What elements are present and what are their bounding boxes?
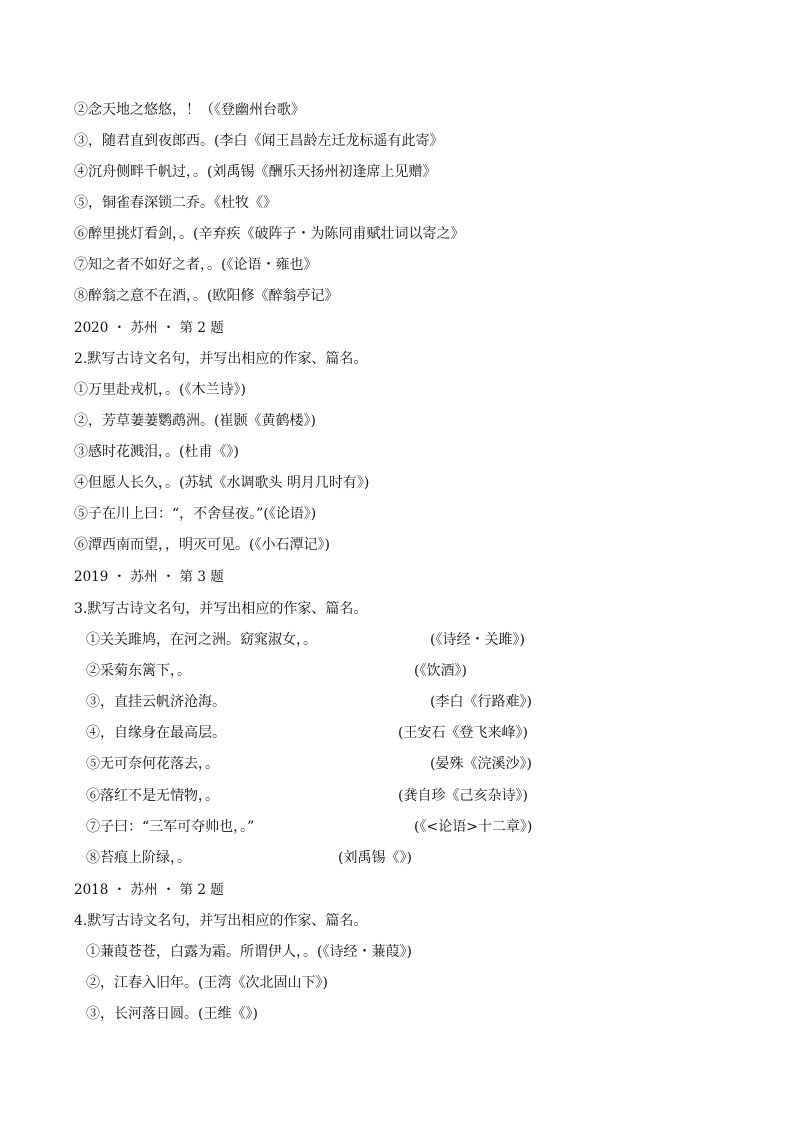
- list-item: [74, 287, 338, 305]
- list-item: [86, 1005, 258, 1023]
- list-item: [86, 693, 226, 711]
- item-text: ④沉舟侧畔千帆过，: [74, 164, 193, 180]
- item-text: 《饮酒》): [419, 663, 467, 679]
- list-item: [74, 443, 239, 461]
- item-text: ⑤子在川上曰：“: [74, 506, 180, 522]
- list-item: [86, 787, 219, 805]
- item-text: ⑥落红不是无情物，: [86, 788, 205, 804]
- list-item: [74, 101, 305, 119]
- list-item: [74, 381, 246, 399]
- section-heading: 2020 ・ 苏州 ・ 第 2 题: [74, 320, 224, 336]
- item-text: ④: [86, 725, 100, 741]
- list-item: [74, 194, 277, 212]
- item-text: ，随君直到夜郎西。(李白《闻王昌龄左迁龙标遥有此寄》: [88, 133, 444, 149]
- item-text: 。: [303, 632, 317, 648]
- item-text: 。(刘禹锡《酬乐天扬州初逢席上见赠》: [193, 164, 437, 180]
- source-label: [338, 849, 412, 867]
- item-text: 《小石潭记》): [254, 537, 330, 553]
- list-item: [74, 536, 330, 554]
- item-text: ，明灭可见。(: [165, 537, 255, 553]
- question-title: 3.默写古诗文名句，并写出相应的作家、篇名。: [74, 601, 368, 617]
- item-text: ，芳草萋萋鹦鹉洲。(崔颢《黄鹤楼》): [88, 413, 316, 429]
- source-label: (《诗经・关雎》): [430, 632, 525, 648]
- item-text: 》): [245, 1006, 258, 1022]
- item-text: 。(欧阳修《醉翁亭记》: [193, 288, 339, 304]
- item-text: ①蒹葭苍苍，白露为霜。所谓伊人，: [86, 944, 303, 960]
- list-item: [74, 225, 464, 243]
- item-text: 。”: [240, 819, 255, 835]
- item-text: ②念天地之悠悠，: [74, 102, 186, 118]
- list-item: [74, 132, 443, 150]
- item-text: ，江春入旧年。(王湾《次北固山下》): [100, 975, 328, 991]
- item-text: ⑧醉翁之意不在酒，: [74, 288, 193, 304]
- item-text: ④但愿人长久，: [74, 475, 165, 491]
- item-text: ⑧苔痕上阶绿，: [86, 850, 177, 866]
- section-heading: 2018 ・ 苏州 ・ 第 2 题: [74, 882, 224, 898]
- item-text: 。(《诗经・蒹葭》): [303, 944, 412, 960]
- list-item: [74, 412, 316, 430]
- item-text: 。: [205, 788, 219, 804]
- item-text: ，铜雀春深锁二乔。《杜牧《: [88, 195, 263, 211]
- item-text: (刘禹锡《: [338, 850, 400, 866]
- source-label: (李白《行路难》): [430, 694, 532, 710]
- item-text: ③: [74, 133, 88, 149]
- list-item: [86, 724, 226, 742]
- item-text: ⑥醉里挑灯看剑，: [74, 226, 179, 242]
- item-text: ②: [74, 413, 88, 429]
- item-text: 。: [177, 663, 191, 679]
- item-text: ⑥潭西南而望，: [74, 537, 165, 553]
- section-heading: 2019 ・ 苏州 ・ 第 3 题: [74, 569, 224, 585]
- item-text: 》): [399, 850, 412, 866]
- list-item: [74, 256, 317, 274]
- list-item: [86, 849, 191, 867]
- item-text: ！（: [186, 102, 214, 118]
- item-text: ⑦子曰：“三军可夺帅也，: [86, 819, 241, 835]
- source-label: [414, 662, 467, 680]
- list-item: [86, 943, 412, 961]
- source-label: (《<论语>十二章》): [414, 819, 533, 835]
- item-text: 》): [226, 444, 239, 460]
- item-text: ③感时花溅泪，: [74, 444, 165, 460]
- question-title: 2.默写古诗文名句，并写出相应的作家、篇名。: [74, 351, 368, 367]
- item-text: ①关关雎鸠，在河之洲。窈窕淑女，: [86, 632, 303, 648]
- item-text: ③: [86, 694, 100, 710]
- item-text: ，直挂云帆济沧海。: [100, 694, 226, 710]
- item-text: (: [414, 663, 420, 679]
- item-text: ⑤: [74, 195, 88, 211]
- list-item: [86, 755, 219, 773]
- list-item: [86, 974, 328, 992]
- item-text: ，自缘身在最高层。: [100, 725, 226, 741]
- item-text: ②采菊东篱下，: [86, 663, 177, 679]
- source-label: (龚自珍《己亥杂诗》): [398, 788, 528, 804]
- item-text: 。: [205, 756, 219, 772]
- item-text: ，长河落日圆。(王维《: [100, 1006, 246, 1022]
- list-item: [74, 474, 369, 492]
- item-text: ②: [86, 975, 100, 991]
- item-text: ①万里赴戎机，: [74, 382, 165, 398]
- item-text: 。(苏轼《水调歌头 明月几时有》): [165, 475, 370, 491]
- item-text: 。(杜甫《: [165, 444, 227, 460]
- list-item: [86, 631, 317, 649]
- item-text: ③: [86, 1006, 100, 1022]
- list-item: [86, 662, 191, 680]
- source-label: (晏殊《浣溪沙》): [430, 756, 532, 772]
- item-text: ，不舍昼夜。”(《论语》): [179, 506, 317, 522]
- list-item: [74, 163, 436, 181]
- source-label: (王安石《登飞来峰》): [398, 725, 528, 741]
- item-text: 。(《论语・雍也》: [207, 257, 318, 273]
- item-text: 。(《木兰诗》): [165, 382, 246, 398]
- question-title: 4.默写古诗文名句，并写出相应的作家、篇名。: [74, 913, 368, 929]
- item-text: ⑦知之者不如好之者，: [74, 257, 207, 273]
- item-text: 。: [177, 850, 191, 866]
- item-text: 。(辛弃疾《破阵子・为陈同甫赋壮词以寄之》: [179, 226, 465, 242]
- list-item: [74, 505, 316, 523]
- list-item: [86, 818, 254, 836]
- item-text: 》: [263, 195, 277, 211]
- item-text: 《登幽州台歌》: [214, 102, 305, 118]
- item-text: ⑤无可奈何花落去，: [86, 756, 205, 772]
